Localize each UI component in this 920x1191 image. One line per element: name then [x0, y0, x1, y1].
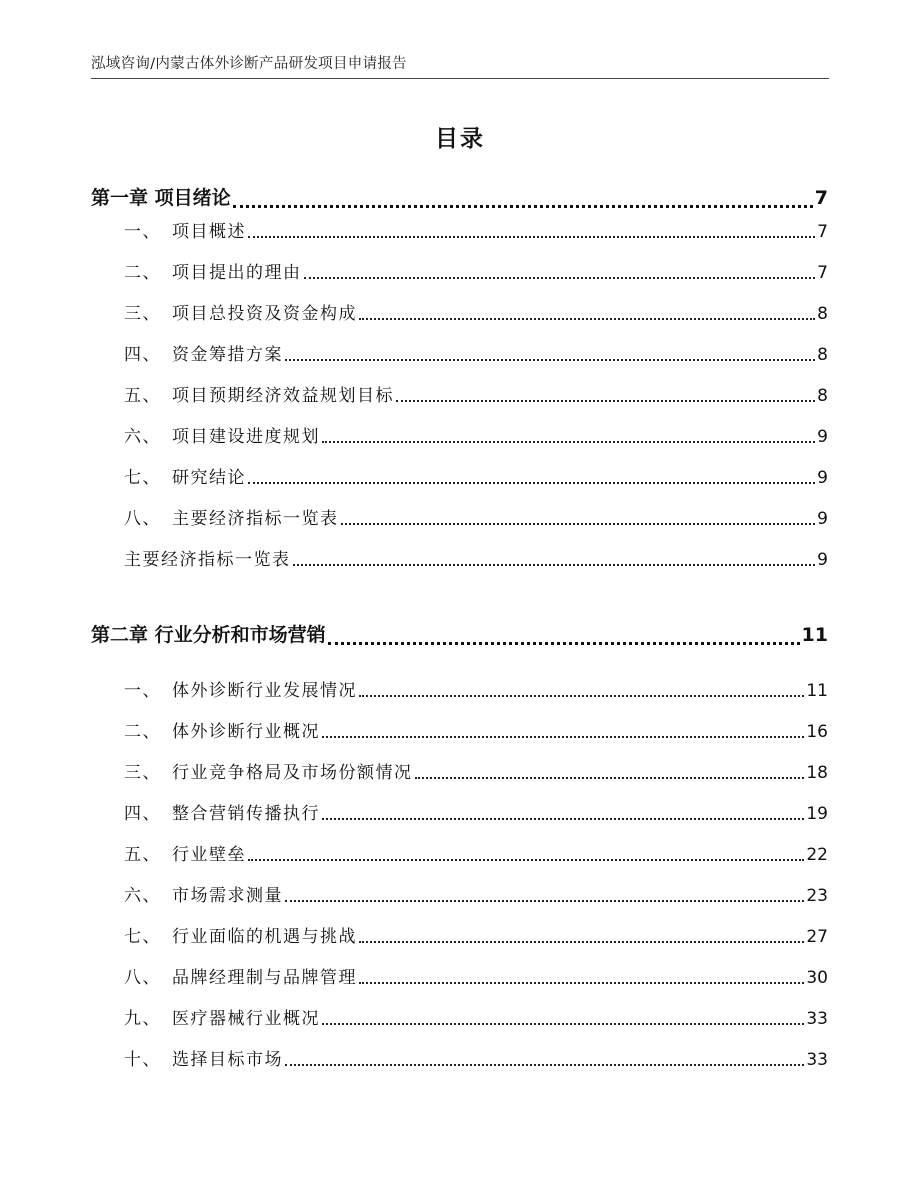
toc-page-number: 33 — [806, 1050, 828, 1070]
toc-item[interactable] — [0, 717, 920, 743]
toc-page-number: 11 — [801, 624, 828, 646]
dot-leader — [285, 359, 815, 361]
toc-item-number: 二、 — [124, 263, 161, 283]
dot-leader — [285, 1064, 804, 1066]
toc-item[interactable] — [0, 922, 920, 948]
dot-leader — [248, 236, 815, 238]
dot-leader — [322, 736, 804, 738]
toc-item-label: 体外诊断行业发展情况 — [172, 681, 357, 701]
toc-item[interactable] — [0, 963, 920, 989]
toc-item-label: 行业竞争格局及市场份额情况 — [172, 763, 413, 783]
toc-page-number: 11 — [806, 681, 828, 701]
toc-item-label: 项目概述 — [172, 222, 246, 242]
dot-leader — [322, 1023, 804, 1025]
dot-leader — [285, 900, 804, 902]
toc-item-number: 七、 — [124, 468, 161, 488]
dot-leader — [304, 277, 816, 279]
toc-item-label: 行业面临的机遇与挑战 — [172, 927, 357, 947]
toc-item-number: 六、 — [124, 427, 161, 447]
toc-item-label: 项目总投资及资金构成 — [172, 304, 357, 324]
toc-page-number: 23 — [806, 886, 828, 906]
toc-item-label: 体外诊断行业概况 — [172, 722, 320, 742]
toc-item[interactable] — [0, 758, 920, 784]
toc-item[interactable] — [0, 545, 920, 571]
dot-leader — [415, 777, 805, 779]
toc-page-number: 8 — [817, 386, 828, 406]
toc-chapter-label: 第二章 行业分析和市场营销 — [91, 624, 326, 646]
toc-item-number: 六、 — [124, 886, 161, 906]
toc-page-number: 9 — [817, 468, 828, 488]
toc-page-number: 33 — [806, 1009, 828, 1029]
toc-item-number: 八、 — [124, 968, 161, 988]
dot-leader — [396, 400, 815, 402]
header-rule — [91, 78, 829, 79]
toc-chapter-2[interactable] — [0, 620, 920, 650]
toc-item[interactable] — [0, 676, 920, 702]
toc-item[interactable] — [0, 1004, 920, 1030]
toc-item-number: 一、 — [124, 222, 161, 242]
toc-item[interactable] — [0, 1045, 920, 1071]
toc-page-number: 8 — [817, 345, 828, 365]
dot-leader — [233, 205, 813, 208]
toc-page-number: 18 — [806, 763, 828, 783]
toc-item[interactable] — [0, 463, 920, 489]
toc-item-label: 选择目标市场 — [172, 1050, 283, 1070]
toc-item-number: 一、 — [124, 681, 161, 701]
dot-leader — [359, 695, 804, 697]
toc-page-number: 8 — [817, 304, 828, 324]
toc-page-number: 30 — [806, 968, 828, 988]
toc-page-number: 7 — [817, 222, 828, 242]
toc-item-label: 行业壁垒 — [172, 845, 246, 865]
toc-chapter-1[interactable] — [0, 183, 920, 213]
toc-item[interactable] — [0, 840, 920, 866]
dot-leader — [293, 564, 816, 566]
toc-chapter-label: 第一章 项目绪论 — [91, 187, 231, 209]
toc-page-number: 19 — [806, 804, 828, 824]
dot-leader — [248, 482, 815, 484]
toc-item[interactable] — [0, 881, 920, 907]
toc-item-label: 项目预期经济效益规划目标 — [172, 386, 394, 406]
toc-page-number: 27 — [806, 927, 828, 947]
toc-item-label: 主要经济指标一览表 — [124, 550, 291, 570]
toc-item-number: 五、 — [124, 386, 161, 406]
toc-item[interactable] — [0, 422, 920, 448]
dot-leader — [359, 318, 815, 320]
toc-item[interactable] — [0, 381, 920, 407]
toc-page-number: 9 — [817, 427, 828, 447]
toc-page-number: 22 — [806, 845, 828, 865]
dot-leader — [322, 441, 815, 443]
dot-leader — [322, 818, 804, 820]
toc-item[interactable] — [0, 340, 920, 366]
toc-item-number: 五、 — [124, 845, 161, 865]
toc-item-number: 三、 — [124, 304, 161, 324]
toc-item-label: 项目建设进度规划 — [172, 427, 320, 447]
dot-leader — [328, 642, 800, 645]
toc-item[interactable] — [0, 258, 920, 284]
toc-item[interactable] — [0, 299, 920, 325]
toc-item-label: 品牌经理制与品牌管理 — [172, 968, 357, 988]
toc-item-number: 二、 — [124, 722, 161, 742]
toc-item-number: 十、 — [124, 1050, 161, 1070]
toc-item-number: 七、 — [124, 927, 161, 947]
toc-item-label: 项目提出的理由 — [172, 263, 302, 283]
toc-item-label: 整合营销传播执行 — [172, 804, 320, 824]
toc-item-label: 市场需求测量 — [172, 886, 283, 906]
toc-item[interactable] — [0, 504, 920, 530]
dot-leader — [359, 982, 804, 984]
toc-item[interactable] — [0, 799, 920, 825]
toc-item-number: 四、 — [124, 804, 161, 824]
toc-item-number: 四、 — [124, 345, 161, 365]
toc-item-label: 主要经济指标一览表 — [172, 509, 339, 529]
toc-item-label: 医疗器械行业概况 — [172, 1009, 320, 1029]
page-header: 泓域咨询/内蒙古体外诊断产品研发项目申请报告 — [91, 56, 407, 72]
toc-page-number: 16 — [806, 722, 828, 742]
toc-item-number: 三、 — [124, 763, 161, 783]
toc-page-number: 7 — [817, 263, 828, 283]
toc-page-number: 7 — [814, 187, 828, 209]
toc-item-number: 八、 — [124, 509, 161, 529]
dot-leader — [248, 859, 804, 861]
dot-leader — [341, 523, 816, 525]
toc-page-number: 9 — [817, 550, 828, 570]
dot-leader — [359, 941, 804, 943]
toc-title: 目录 — [435, 126, 485, 152]
toc-item-number: 九、 — [124, 1009, 161, 1029]
toc-item-label: 资金筹措方案 — [172, 345, 283, 365]
toc-item[interactable] — [0, 217, 920, 243]
toc-page-number: 9 — [817, 509, 828, 529]
toc-item-label: 研究结论 — [172, 468, 246, 488]
